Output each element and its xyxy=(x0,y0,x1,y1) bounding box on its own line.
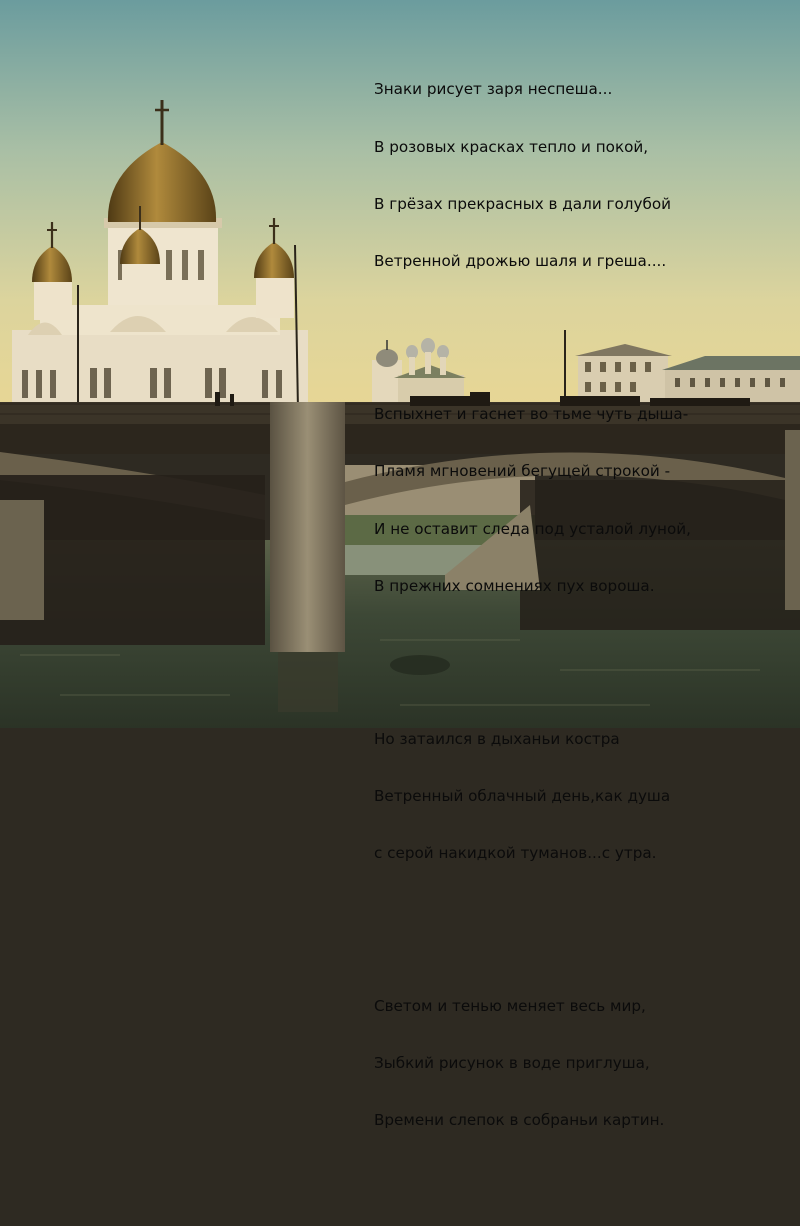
poem-line: Ветренной дрожью шаля и греша.... xyxy=(374,252,667,271)
poem-line: Вспыхнет и гаснет во тьме чуть дыша- xyxy=(374,404,689,423)
poem-line: Но затаился в дыханьи костра xyxy=(374,729,620,748)
poem-line: В грёзах прекрасных в дали голубой xyxy=(374,194,672,213)
poem-line: В прежних сомнениях пух вороша. xyxy=(374,576,655,595)
poem-line: Знаки рисует заря неспеша... xyxy=(374,80,613,99)
poem-stanza-4 xyxy=(374,959,794,1169)
poem-line: Светом и тенью меняет весь мир, xyxy=(374,996,646,1015)
poem-line: Времени слепок в собраньи картин. xyxy=(374,1111,665,1130)
poem-line: И не оставит следа под усталой луной, xyxy=(374,519,691,538)
poem-stanza-3 xyxy=(374,691,794,901)
poem-line: Пламя мгновений бегущей строкой - xyxy=(374,462,671,481)
poem-line: с серой накидкой туманов...с утра. xyxy=(374,844,657,863)
poem-text xyxy=(374,4,794,1226)
poem-line: Зыбкий рисунок в воде приглуша, xyxy=(374,1054,650,1073)
poem-stanza-1 xyxy=(374,42,794,309)
poem-line: В розовых красках тепло и покой, xyxy=(374,137,649,156)
poem-stanza-2 xyxy=(374,367,794,634)
bridge-pier xyxy=(270,402,345,652)
poem-line: Ветренный облачный день,как душа xyxy=(374,786,671,805)
